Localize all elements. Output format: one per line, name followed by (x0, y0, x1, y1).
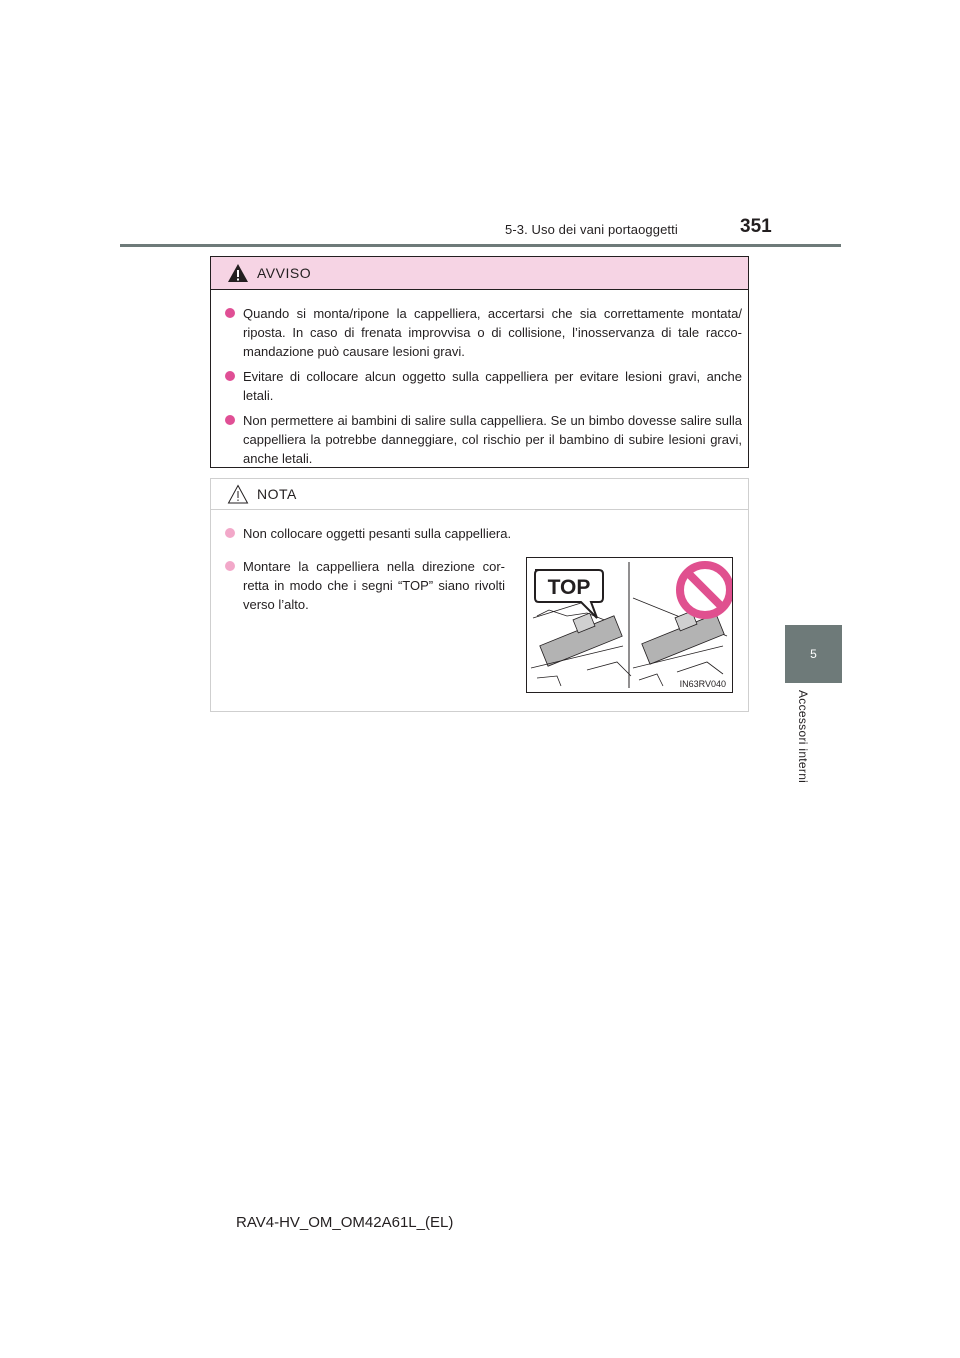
cover-orientation-illustration (526, 557, 733, 693)
chapter-tab[interactable] (785, 625, 842, 683)
warning-title: AVVISO (257, 265, 312, 281)
notice-box (210, 478, 749, 712)
warning-box (210, 256, 749, 468)
notice-title: NOTA (257, 486, 297, 502)
notice-item (225, 524, 742, 543)
notice-item-text: Montare la cappelliera nella direzione cor- retta in modo che i segni “TOP” siano rivolti verso l’alto. (243, 559, 505, 612)
caution-triangle-icon (227, 484, 249, 504)
warning-item (225, 304, 742, 361)
section-title: 5-3. Uso dei vani portaoggetti (505, 222, 678, 237)
warning-triangle-icon (227, 263, 249, 283)
bullet-icon (225, 561, 235, 571)
notice-header (211, 479, 748, 510)
notice-item-text: Non collocare oggetti pesanti sulla cappelliera. (243, 526, 512, 541)
illustration-drawing (527, 558, 732, 692)
warning-item (225, 411, 742, 468)
chapter-number: 5 (810, 647, 817, 661)
warning-item-text: Quando si monta/ripone la cappelliera, accertarsi che sia correttamente montata/ riposta. In caso di frenata improvvisa o di collisione, l’inosservanza di tale racco- mandazione può causare lesioni gravi. (243, 306, 742, 359)
page-number: 351 (740, 216, 772, 237)
header-rule (120, 244, 841, 247)
warning-item (225, 367, 742, 405)
document-code: RAV4-HV_OM_OM42A61L_(EL) (236, 1214, 454, 1231)
warning-header (211, 257, 748, 290)
warning-item-text: Evitare di collocare alcun oggetto sulla cappelliera per evitare lesioni gravi, anche letali. (243, 369, 742, 403)
warning-item-text: Non permettere ai bambini di salire sulla cappelliera. Se un bimbo dovesse salire sulla cappelliera la potrebbe danneggiare, col rischio per il bambino di subire lesioni gravi, anche letali. (243, 413, 742, 466)
top-label: TOP (547, 576, 591, 599)
bullet-icon (225, 371, 235, 381)
warning-list (211, 290, 748, 468)
figure-code: IN63RV040 (679, 679, 726, 689)
chapter-title: Accessori interni (796, 690, 810, 784)
notice-item (225, 557, 505, 614)
prohibition-icon (680, 565, 730, 615)
bullet-icon (225, 528, 235, 538)
bullet-icon (225, 415, 235, 425)
bullet-icon (225, 308, 235, 318)
